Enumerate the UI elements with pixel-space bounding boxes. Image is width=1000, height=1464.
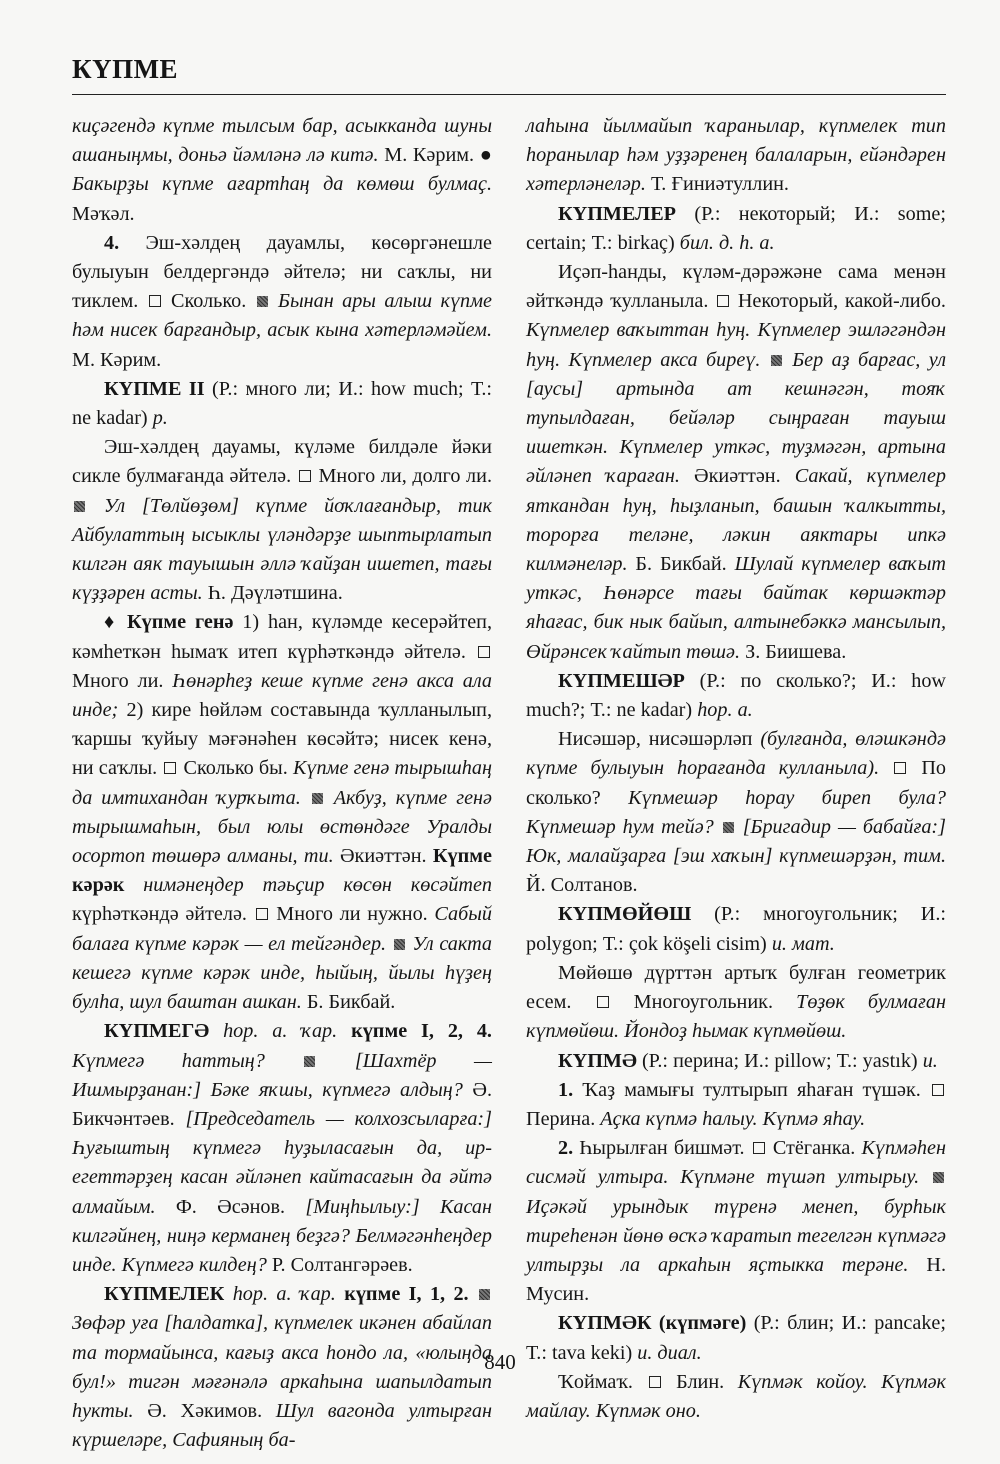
definition-text: Һырылған бишмәт.	[573, 1137, 751, 1160]
equivalents-text: (Р.: по сколько?; И.: how much?; Т.: ne kadar)	[526, 669, 946, 722]
example-marker-icon	[933, 1172, 944, 1183]
source-text: Ә. Хәкимов.	[133, 1399, 276, 1422]
example-text: лаһына йылмайып ҡаранылар, күпмелек тип һоранылар һәм уҙҙәренең балаларын, ейәндәрен хәтерләнеләр.	[526, 115, 946, 196]
translation-marker-icon	[894, 762, 906, 774]
entry-heading	[526, 1047, 946, 1076]
definition-text: Эш-хәлдең дауамлы, көсөргәнешле булыуын белдергәндә әйтелә; ни саҡлы, ни тиклем.	[72, 231, 492, 313]
example-text: Акбуҙ, күпме генә тырышмаһын, был юлы өстөндәге Уралды осортоп төшөрә алманы, ти.	[72, 786, 493, 868]
definition-text: Мөйөшө дүрттән артыҡ булған геометрик есем.	[526, 961, 946, 1014]
entry-continuation	[526, 112, 946, 200]
left-column	[72, 112, 492, 1455]
example-marker-icon	[304, 1056, 315, 1067]
definition-text: 1) һан, күләмде кесерәйтеп, кәмһеткән һымаҡ итеп күрһәткәндә әйтелә.	[72, 611, 493, 663]
example-text: [Бригадир — бабайға:] Юк, малайҙарға [эш хаҡын] күпмешәрҙән, тим.	[526, 815, 947, 868]
source-text: Мәҡәл.	[72, 202, 135, 225]
equivalents-text: (Р.: перина; И.: pillow; Т.: yastık)	[636, 1049, 918, 1072]
translation-marker-icon	[597, 996, 609, 1008]
part-of-speech: и. мат.	[766, 932, 835, 955]
source-text: Һ. Дәүләтшина.	[202, 582, 343, 605]
source-text: Б. Бикбай.	[627, 553, 735, 576]
headword: КҮПМЕШӘР	[558, 669, 685, 692]
definition-text: Ҡоймаҡ.	[558, 1370, 647, 1393]
translation-marker-icon	[149, 295, 161, 307]
source-text: Т. Ғиниәтуллин.	[645, 173, 789, 196]
sense-block	[526, 1134, 946, 1309]
translation-text: Многоугольник.	[610, 991, 797, 1014]
example-text: Зөфәр уға [һалдатка], күпмелек икәнен абайлап та тормайынса, кағыҙ акса һондо ла, «юлыңда бул!» тигән мәғәнәлә аркаһына шапылдатып һукты.	[72, 1312, 492, 1422]
source-text: М. Кәрим.	[378, 144, 480, 167]
example-text: [Председатель — колхозсыларға:] Һуғыштың күпмегә һуҙыласағын да, ир-егеттәрҙең касан әйләнеп кайтасағын да әйтә алмайым.	[72, 1107, 492, 1218]
translation-text: Перина.	[526, 1107, 601, 1130]
headword: КҮПМӨЙӨШ	[558, 903, 692, 926]
translation-marker-icon	[753, 1142, 765, 1154]
example-text: Бынан ары алыш күпме һәм нисек барғандыр, асык кына хәтерләмәйем.	[72, 290, 492, 342]
example-text: Шул вагонда ултырған күршеләре, Сафияның ба-	[72, 1399, 492, 1452]
example-text: Төҙөк булмаған күпмөйөш. Йондоҙ һымак күпмөйөш.	[526, 991, 946, 1043]
example-text: Күпмәһен сисмәй ултыра. Күпмәне түшәп ултырыу.	[526, 1137, 946, 1189]
equivalents-text: (Р.: некоторый; И.: some; certain; Т.: birkaç)	[526, 202, 946, 254]
entry-heading	[526, 900, 946, 958]
example-text: Күпме генә тырышһаң да имтихандан ҡурҡыта.	[72, 757, 492, 809]
spacer-text	[879, 757, 892, 779]
translation-text: Много ли нужно.	[269, 903, 435, 926]
example-text: Сакай, күпмелер яткандан һуң, һыҙланып, башын ҡалкытты, торорға теләне, ләкин аяктары ипкә килмәнеләр.	[526, 465, 947, 576]
grammar-label: һор. а. ҡар.	[224, 1283, 336, 1306]
translation-text: По сколько?	[526, 757, 946, 809]
usage-note: (булғанда, өләшкәндә күпме булыуын һорағанда кулланыла).	[526, 728, 946, 780]
sense-number: 4.	[104, 231, 120, 254]
translation-text: Стёганка.	[766, 1137, 862, 1160]
headword: КҮПМӘ	[558, 1049, 637, 1072]
sense-block	[526, 959, 946, 1047]
part-of-speech: и.	[917, 1049, 938, 1072]
sense-block	[526, 258, 946, 667]
part-of-speech: һор. а.	[692, 699, 753, 722]
source-text: Әкиәттән.	[333, 845, 433, 868]
example-text: Бакырҙы күпме ағартһаң да көмөш булмаҫ.	[72, 173, 492, 196]
bullet-icon: ●	[479, 144, 492, 167]
example-text: [Миңһылыу:] Касан килгәйнең, ниңә керманең беҙгә? Белмәгәнһеңдер инде. Күпмегә килдең?	[72, 1195, 492, 1276]
right-column	[526, 112, 946, 1426]
example-marker-icon	[771, 355, 782, 366]
example-text: Бер аҙ барғас, ул [аусы] артында ат кешнәгән, тояҡ тупылдаған, бейәләр сыңраған тауыш ишеткән. Күпмелер уткәс, туҙмәгән, артына әйләнеп ҡараған.	[526, 348, 946, 488]
sense-block	[526, 1076, 946, 1134]
equivalents-text: (Р.: блин; И.: pancake; Т.: tava keki)	[526, 1312, 947, 1364]
part-of-speech: р.	[152, 407, 168, 430]
source-text: Әкиәттән.	[679, 465, 795, 488]
headword-variant: (күпмәге)	[651, 1312, 747, 1335]
definition-text: Иҫәп-һанды, күләм-дәрәжәне сама менән әйткәндә ҡулланыла.	[526, 261, 946, 313]
example-text: Аҫка күпмә һалыу. Күпмә яһау.	[600, 1107, 866, 1130]
source-text: Й. Солтанов.	[526, 874, 638, 897]
example-text: Күпмәк койоу. Күпмәк майлау. Күпмәк оно.	[526, 1370, 946, 1422]
example-text: Һөнәрһеҙ кеше күпме генә акса ала инде;	[72, 669, 492, 722]
example-text: Күпмегә һаттың?	[72, 1049, 265, 1072]
headword: КҮПМӘК	[558, 1312, 652, 1335]
example-marker-icon	[312, 793, 323, 804]
translation-text: Сколько.	[162, 290, 255, 313]
page-number: 840	[484, 1350, 516, 1374]
translation-marker-icon	[717, 295, 729, 307]
source-text: Б. Бикбай.	[301, 991, 396, 1014]
example-text: киҫәгендә күпме тылсым бар, асыкканда шуны ашаныңмы, доньә йәмләнә лә китә.	[72, 115, 492, 167]
definition-text: Ҡаҙ мамығы тултырып яһаған түшәк.	[573, 1078, 930, 1101]
phrase-block	[72, 608, 492, 1017]
translation-marker-icon	[932, 1084, 944, 1096]
cross-reference: күпме I, 1, 2.	[335, 1283, 469, 1306]
phrase-headword: Күпме кәрәк	[72, 845, 492, 897]
example-text: Шулай күпмелер ваҡыт уткәс, Һөнәрсе тағы байтак көршәктәр яһағас, бик нык байып, алтынебәккә мансылып, Өйрәнсек ҡайтып төшә.	[526, 553, 947, 663]
source-text: Р. Солтангәрәев.	[266, 1253, 413, 1276]
sense-number: 2.	[558, 1137, 574, 1160]
cross-reference: күпме I, 2, 4.	[337, 1020, 492, 1043]
equivalents-text: (Р.: много ли; И.: how much; Т.: ne kadar)	[72, 377, 492, 430]
definition-text: күрһәткәндә әйтелә.	[72, 903, 254, 926]
headword: КҮПМЕЛЕР	[558, 202, 677, 225]
translation-text: Блин.	[662, 1370, 738, 1393]
translation-text: Много ли, долго ли.	[312, 465, 492, 488]
grammar-label: һор. а. ҡар.	[209, 1020, 338, 1043]
example-text: Күпмелер ваҡыттан һуң. Күпмелер эшләгәндән һуң. Күпмелер акса биреү.	[526, 319, 946, 371]
source-text: Ә. Бикчәнтәев.	[72, 1078, 492, 1130]
definition-text: 2) кире һөйләм составында ҡулланылып, ҡаршы ҡуйыу мәғәнәһен көсәйтә; нисек кенә, ни саҡлы.	[72, 699, 492, 780]
example-marker-icon	[723, 822, 734, 833]
sense-block	[526, 725, 946, 900]
entry-heading	[526, 667, 946, 725]
definition-text: Нисәшәр, нисәшәрләп	[558, 728, 761, 751]
example-marker-icon	[394, 939, 405, 950]
diamond-icon: ♦	[104, 611, 119, 634]
example-text: [Шахтёр — Ишмырҙанан:] Бәке яҡшы, күпмегә алдың?	[72, 1049, 492, 1101]
example-text: Ул [Төлйөҙөм] күпме йоҡлағандыр, тик Айбулаттың ысыклы үләндәрҙе шыптырлатып килгән аяк тауышын әллә ҡайҙан ишетеп, тағы күҙҙәрен асты.	[72, 494, 492, 605]
sense-block	[72, 433, 492, 608]
entry-heading	[526, 200, 946, 258]
source-text: М. Кәрим.	[72, 348, 162, 371]
translation-text: Некоторый, какой-либо.	[731, 290, 946, 313]
example-marker-icon	[257, 296, 268, 307]
sense-number: 1.	[558, 1078, 574, 1101]
translation-marker-icon	[299, 470, 311, 482]
part-of-speech: бил. д. һ. а.	[674, 231, 775, 254]
running-head: КҮПМЕ	[72, 54, 179, 84]
part-of-speech: и. диал.	[632, 1341, 702, 1364]
header-rule	[72, 94, 946, 95]
translation-text: Много ли.	[72, 669, 173, 692]
example-marker-icon	[74, 501, 85, 512]
entry-continuation	[72, 112, 492, 229]
example-marker-icon	[479, 1289, 490, 1300]
source-text: З. Биишева.	[740, 640, 847, 663]
translation-marker-icon	[164, 762, 176, 774]
example-text: Сабый балаға күпме кәрәк — ел тейгәндер.	[72, 903, 492, 955]
phrase-headword: Күпме генә	[118, 611, 234, 634]
entry-heading	[72, 375, 492, 433]
headword: КҮПМЕ II	[104, 377, 205, 400]
example-text: нимәнеңдер тәьҫир көсөн көсәйтеп	[124, 874, 492, 897]
example-text: Ул сакта кешегә күпме кәрәк инде, һыйың, йылы һүҙең булһа, шул баштан ашкан.	[72, 932, 492, 1014]
headword: КҮПМЕЛЕК	[104, 1283, 225, 1306]
entry-block	[72, 1017, 492, 1280]
example-text: Иҫәкәй урындык түренә менеп, бурһык тиреһенән йөнө өсҡә ҡаратып тегелгән күпмәгә ултырҙы ла аркаһын яҫтыкка терәне.	[526, 1195, 946, 1276]
example-text: Күпмешәр һорау биреп була? Күпмешәр һум тейә?	[526, 786, 947, 838]
sense-block	[526, 1368, 946, 1426]
definition-text: Эш-хәлдең дауамы, күләме билдәле йәки сикле булмағанда әйтелә.	[72, 436, 492, 488]
translation-marker-icon	[649, 1376, 661, 1388]
translation-marker-icon	[256, 908, 268, 920]
sense-block	[72, 229, 492, 375]
translation-marker-icon	[478, 646, 490, 658]
source-text: Н. Мусин.	[526, 1253, 946, 1306]
headword: КҮПМЕГӘ	[104, 1020, 210, 1043]
source-text: Ф. Әсәнов.	[155, 1195, 306, 1218]
equivalents-text: (Р.: многоугольник; И.: polygon; Т.: çok köşeli cisim)	[526, 903, 946, 955]
translation-text: Сколько бы.	[178, 757, 293, 780]
